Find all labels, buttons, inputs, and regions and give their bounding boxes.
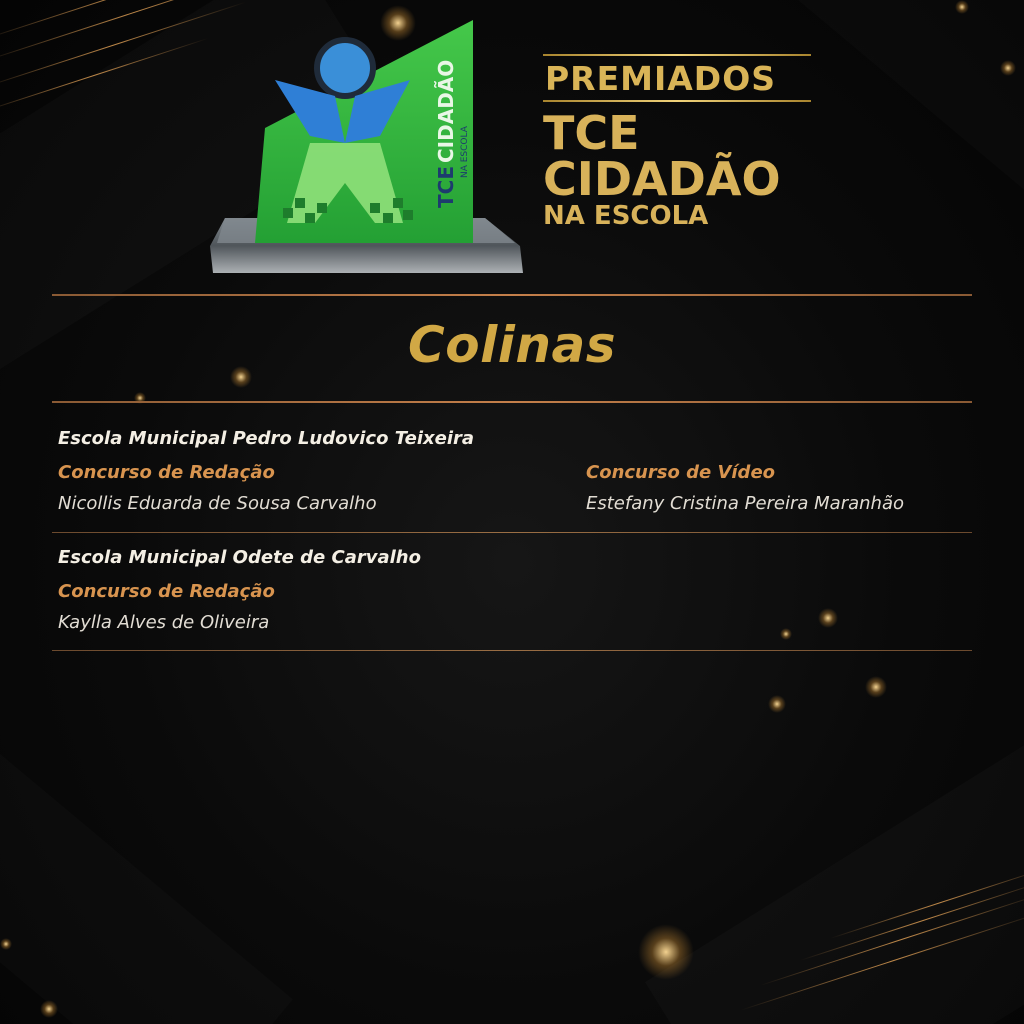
sparkle	[40, 1000, 58, 1018]
winner-name: Estefany Cristina Pereira Maranhão	[586, 493, 905, 514]
divider	[52, 401, 972, 403]
sparkle	[1000, 60, 1016, 76]
title-block	[543, 54, 811, 230]
divider	[52, 294, 972, 296]
school-name: Escola Municipal Pedro Ludovico Teixeira	[58, 428, 475, 449]
sparkle	[818, 608, 838, 628]
sparkle	[955, 0, 969, 14]
premiados-label: PREMIADOS	[545, 59, 777, 98]
city-title: Colinas	[408, 316, 616, 374]
contest-name: Concurso de Vídeo	[586, 462, 776, 483]
decorative-panel	[0, 678, 293, 1024]
divider	[52, 532, 972, 533]
sparkle	[768, 695, 786, 713]
decorative-panel	[645, 611, 1024, 1024]
school-name: Escola Municipal Odete de Carvalho	[58, 547, 421, 568]
title-tce: TCE	[543, 106, 640, 160]
title-cidadao: CIDADÃO	[543, 152, 781, 206]
sparkle	[638, 924, 694, 980]
winner-name: Kaylla Alves de Oliveira	[58, 612, 270, 633]
winner-name: Nicollis Eduarda de Sousa Carvalho	[58, 493, 377, 514]
trophy-logo	[205, 18, 530, 280]
trophy-text-cidadao: CIDADÃO	[434, 59, 458, 163]
sparkle	[0, 938, 12, 950]
sparkle	[865, 676, 887, 698]
divider	[52, 650, 972, 651]
title-na-escola: NA ESCOLA	[543, 201, 709, 231]
trophy-text-na-escola: NA ESCOLA	[460, 126, 470, 178]
contest-name: Concurso de Redação	[58, 462, 275, 483]
sparkle	[780, 628, 792, 640]
trophy-text-tce: TCE	[434, 166, 458, 208]
contest-name: Concurso de Redação	[58, 581, 275, 602]
title-divider	[543, 100, 811, 102]
